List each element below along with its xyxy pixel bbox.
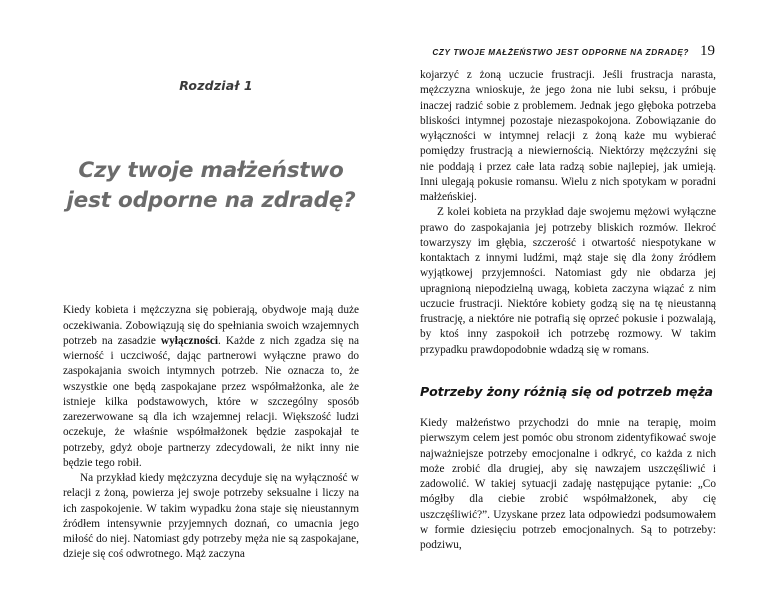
paragraph-text-part-2: . Każde z nich zgadza się na wierność i uczciwość, dając partnerowi wyłączne prawo do zaspokajania swoich intymnych potrzeb. Nie oznacza to, że wszystkie one będą zaspokajane przez współmałżonka, ale że istnieje kilka podstawowych, które w szczególny sposób zarezerwowane są dla ich wzajemnej relacji. Większość ludzi oczekuje, że właśnie współmałżonek będzie zaspokajał te potrzeby, gdyż oboje partnerzy zdecydowali, że nikt inny nie będzie tego robił. bbox=[63, 334, 359, 469]
right-column bbox=[420, 68, 716, 553]
paragraph bbox=[63, 303, 359, 471]
running-head bbox=[432, 44, 715, 59]
opener-spacer bbox=[63, 216, 359, 303]
page-number: 19 bbox=[700, 43, 715, 59]
paragraph: kojarzyć z żoną uczucie frustracji. Jeśli frustracja narasta, mężczyzna wnioskuje, że jego żona nie lubi seksu, i próbuje inaczej radzić sobie z problemem. Jednak jego głęboka potrzeba bliskości intymnej pozostaje niezaspokojona. Zobowiązanie do wyłączności w intymnej relacji z żoną każe mu wybierać pomiędzy frustracją a niewiernością. Niektórzy mężczyźni się nie poddają i przez całe lata radzą sobie najlepiej, jak umieją. Inni ulegają pokusie romansu. Wielu z nich spotykam w poradni małżeńskiej. bbox=[420, 69, 716, 203]
paragraph: Kiedy małżeństwo przychodzi do mnie na terapię, moim pierwszym celem jest pomóc obu stronom zidentyfikować swoje najważniejsze potrzeby emocjonalne i odkryć, co każda z nich może zrobić dla drugiej, aby się nawzajem uszczęśliwić i zadowolić. W takiej sytuacji zadaję następujące pytanie: „Co mógłby dla ciebie zrobić współmałżonek, aby cię uszczęśliwić?”. Uzyskane przez lata odpowiedzi podsumowałem w formie dziesięciu potrzeb emocjonalnych. Są to potrzeby: podziwu, bbox=[420, 417, 716, 551]
paragraph-text-part-1: Kiedy kobieta i mężczyzna się pobierają, obydwoje mają duże oczekiwania. Zobowiązują się do spełniania swoich wzajemnych potrzeb na zasadzie bbox=[63, 304, 359, 347]
paragraph: Na przykład kiedy mężczyzna decyduje się na wyłączność w relacji z żoną, powierza jej swoje potrzeby seksualne i liczy na ich zaspokojenie. W takim wypadku żona staje się nieustannym źródłem intensywnie przyjemnych doznań, co umacnia jego miłość do niej. Natomiast gdy potrzeby męża nie są zaspokajane, dzieje się coś odwrotnego. Mąż zaczyna bbox=[63, 472, 359, 561]
emphasis-exclusivity: wyłączności bbox=[160, 334, 219, 347]
chapter-title-line-2: jest odporne na zdradę? bbox=[66, 188, 356, 214]
chapter-title-line-1: Czy twoje małżeństwo bbox=[78, 158, 344, 184]
chapter-title bbox=[63, 156, 359, 216]
chapter-label: Rozdział 1 bbox=[179, 78, 253, 93]
left-column bbox=[63, 68, 359, 563]
section-subheading: Potrzeby żony różnią się od potrzeb męża bbox=[420, 383, 713, 399]
running-head-title: CZY TWOJE MAŁŻEŃSTWO JEST ODPORNE NA ZDRADĘ? bbox=[432, 47, 689, 58]
paragraph: Z kolei kobieta na przykład daje swojemu mężowi wyłączne prawo do zaspokajania jej potrzeby bliskich rozmów. Ilekroć towarzyszy im głębia, szczerość i otwartość niespotykane w kontaktach z innymi ludźmi, mąż staje się dla żony źródłem wyjątkowej przyjemności. Natomiast gdy nie obdarza jej upragnioną niepodzielną uwagą, kobieta zaczyna wiązać z nim uczucie frustracji. Niektóre kobiety godzą się na tę nieustanną frustrację, a niektóre nie potrafią się oprzeć pokusie i pozwalają, by ktoś inny zaspokoił ich potrzebę rozmowy. W takim przypadku prawdopodobnie wdadzą się w romans. bbox=[420, 206, 716, 356]
